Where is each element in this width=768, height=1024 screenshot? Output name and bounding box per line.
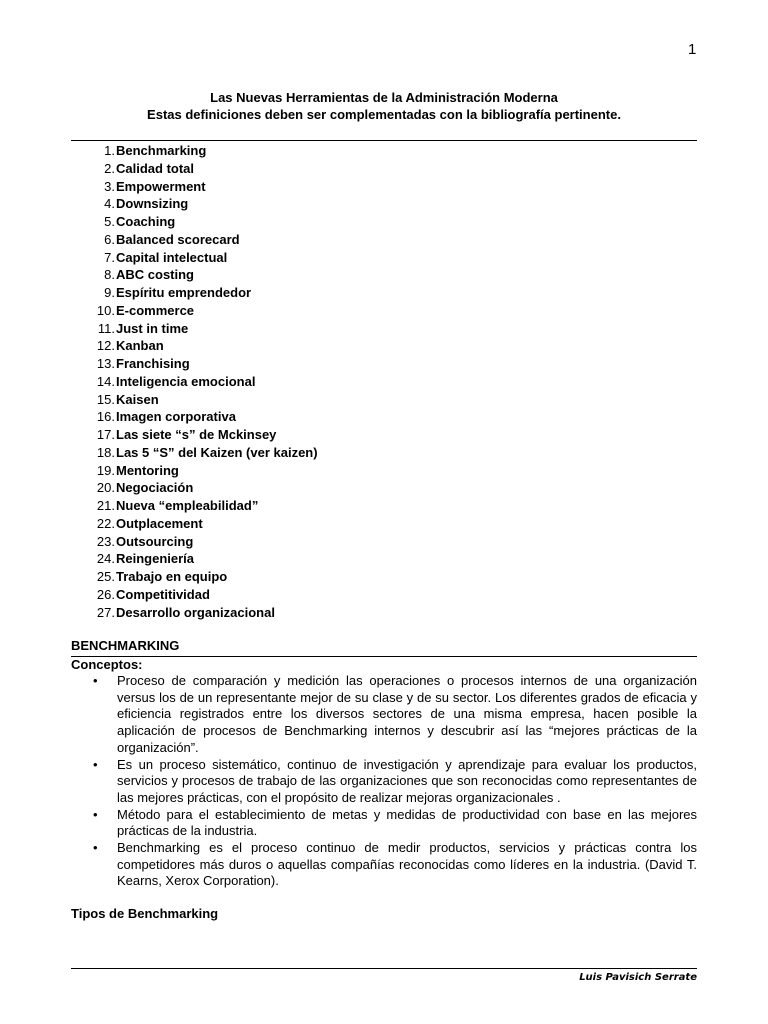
list-item-number: 17.	[96, 427, 115, 442]
list-item-number: 21.	[96, 498, 115, 513]
document-subtitle: Estas definiciones deben ser complementadas con la bibliografía pertinente.	[147, 107, 621, 122]
list-item-label: ABC costing	[116, 267, 194, 283]
bullet-icon: •	[93, 840, 98, 856]
list-item	[88, 337, 318, 355]
list-item-number: 7.	[104, 249, 115, 265]
list-item	[88, 231, 318, 249]
list-item-label: Imagen corporativa	[116, 409, 236, 425]
list-item	[88, 550, 318, 568]
list-item-label: E-commerce	[116, 302, 195, 318]
list-item-number: 1.	[104, 143, 115, 158]
list-item-label: Calidad total	[116, 160, 195, 176]
list-item-label: Negociación	[116, 480, 194, 496]
list-item-number: 3.	[104, 178, 115, 194]
list-item-number: 4.	[104, 196, 115, 212]
list-item	[88, 320, 318, 338]
list-item	[88, 586, 318, 604]
concept-bullet	[71, 840, 697, 890]
list-item	[88, 479, 318, 497]
header-divider	[71, 140, 697, 141]
list-item-number: 26.	[96, 586, 115, 602]
list-item-number: 11.	[97, 320, 115, 336]
list-item-label: Nueva “empleabilidad”	[116, 498, 259, 513]
list-item-number: 14.	[96, 373, 115, 389]
list-item	[88, 160, 318, 178]
list-item-number: 6.	[104, 231, 115, 247]
list-item-label: Empowerment	[116, 178, 206, 194]
list-item-number: 22.	[96, 515, 115, 531]
footer-author: Luis Pavisich Serrate	[579, 972, 697, 983]
list-item	[88, 213, 318, 231]
document-title: Las Nuevas Herramientas de la Administración Moderna	[210, 90, 558, 105]
section-heading: BENCHMARKING	[71, 638, 180, 653]
list-item	[88, 195, 318, 213]
list-item-label: Benchmarking	[116, 143, 207, 158]
list-item	[88, 266, 318, 284]
bullet-text: Benchmarking es el proceso continuo de medir productos, servicios y prácticas contra los competidores más duros o aquellas compañías reconocidas como líderes en la industria. (David T. Kearns, Xerox Corporation).	[117, 840, 697, 889]
conceptos-heading: Conceptos:	[71, 657, 143, 672]
list-item	[88, 515, 318, 533]
list-item-label: Franchising	[116, 356, 190, 371]
list-item-label: Coaching	[116, 214, 176, 229]
list-item-number: 19.	[96, 462, 115, 478]
list-item	[88, 178, 318, 196]
list-item-number: 25.	[96, 569, 115, 584]
list-item	[88, 284, 318, 302]
list-item-label: Competitividad	[116, 586, 210, 602]
list-item	[88, 355, 318, 373]
list-item-number: 2.	[104, 160, 115, 176]
tipos-heading: Tipos de Benchmarking	[71, 906, 219, 921]
topics-list	[88, 142, 318, 621]
list-item-number: 10.	[96, 302, 115, 318]
concept-bullet	[71, 673, 697, 757]
page-number: 1	[688, 41, 697, 58]
list-item-label: Kaisen	[116, 391, 159, 407]
list-item-label: Outsourcing	[116, 533, 194, 549]
list-item-label: Inteligencia emocional	[116, 373, 256, 389]
list-item-number: 9.	[104, 285, 115, 300]
list-item-label: Las 5 “S” del Kaizen (ver kaizen)	[116, 444, 318, 460]
list-item-number: 20.	[96, 480, 115, 496]
list-item-number: 13.	[96, 356, 115, 371]
list-item	[88, 444, 318, 462]
list-item-number: 12.	[96, 338, 115, 354]
concept-bullet	[71, 807, 697, 840]
list-item	[88, 462, 318, 480]
bullet-icon: •	[93, 756, 98, 772]
list-item	[88, 373, 318, 391]
list-item	[88, 408, 318, 426]
concept-bullet	[71, 757, 697, 807]
list-item-number: 27.	[96, 604, 115, 620]
list-item-number: 5.	[104, 214, 115, 229]
list-item-label: Desarrollo organizacional	[116, 604, 275, 620]
concept-bullets	[71, 673, 697, 890]
list-item	[88, 302, 318, 320]
bullet-text: Proceso de comparación y medición las operaciones o procesos internos de una organización versus los de un representante mejor de su clase y de su sector. Los diferentes grados de eficacia y eficiencia registrados entre los diversos sectores de una misma empresa, hacen posible la aplicación de procesos de Benchmarking internos y descubrir así las “mejores prácticas de la organización”.	[117, 673, 697, 755]
list-item-number: 8.	[104, 267, 115, 283]
list-item	[88, 568, 318, 586]
list-item-label: Mentoring	[116, 462, 179, 478]
list-item-number: 24.	[96, 551, 115, 567]
list-item-label: Capital intelectual	[116, 249, 228, 265]
list-item-label: Trabajo en equipo	[116, 569, 228, 584]
list-item-label: Las siete “s” de Mckinsey	[116, 427, 277, 442]
list-item-label: Espíritu emprendedor	[116, 285, 252, 300]
list-item	[88, 604, 318, 622]
footer-divider	[71, 968, 697, 969]
list-item-label: Reingeniería	[116, 551, 195, 567]
list-item-label: Kanban	[116, 338, 164, 354]
section-divider	[71, 656, 697, 657]
list-item	[88, 426, 318, 444]
list-item	[88, 391, 318, 409]
list-item	[88, 533, 318, 551]
list-item	[88, 497, 318, 515]
list-item-label: Balanced scorecard	[116, 231, 240, 247]
list-item-number: 16.	[96, 409, 115, 425]
list-item-number: 23.	[96, 533, 115, 549]
list-item-number: 15.	[96, 391, 115, 407]
bullet-icon: •	[93, 673, 98, 688]
bullet-text: Método para el establecimiento de metas y medidas de productividad con base en las mejores prácticas de la industria.	[117, 806, 697, 839]
bullet-text: Es un proceso sistemático, continuo de investigación y aprendizaje para evaluar los productos, servicios y procesos de trabajo de las organizaciones que son reconocidas como representantes de las mejores prácticas, con el propósito de realizar mejoras organizacionales .	[117, 756, 697, 805]
list-item	[88, 249, 318, 267]
list-item-label: Downsizing	[116, 196, 189, 212]
list-item	[88, 142, 318, 160]
bullet-icon: •	[93, 806, 98, 822]
list-item-label: Just in time	[116, 320, 189, 336]
list-item-label: Outplacement	[116, 515, 203, 531]
list-item-number: 18.	[96, 444, 115, 460]
